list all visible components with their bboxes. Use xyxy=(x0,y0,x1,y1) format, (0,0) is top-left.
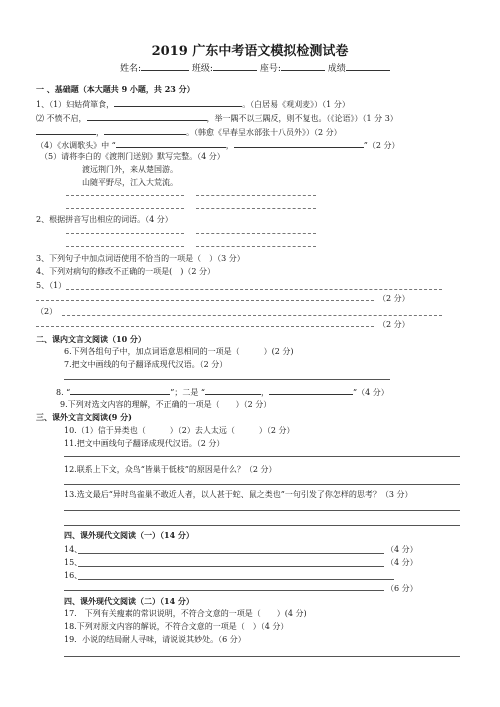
score-note: （2 分） xyxy=(378,320,410,329)
question-4: 4、下列对病句的修改不正确的一项是( )（2 分） xyxy=(36,267,215,276)
score-note: （4 分） xyxy=(386,545,418,554)
answer-line[interactable] xyxy=(64,484,460,485)
question-1-3: ， 。（韩愈《早春呈水部张十八员外》）（2 分） xyxy=(36,126,342,138)
question-1-5: （5）请将李白的《渡荆门送别》默写完整。（4 分） xyxy=(40,152,225,161)
poem-line-1: 渡远荆门外，来从楚国游。 xyxy=(82,165,178,174)
answer-blank[interactable] xyxy=(87,112,207,121)
answer-line[interactable] xyxy=(64,379,390,380)
section-heading-basics: 一 、基础题（本大题共 9 小题，共 23 分） xyxy=(36,84,195,94)
page-title: 2019 广东中考语文模拟检测试卷 xyxy=(151,44,349,59)
score-label: 成绩 xyxy=(327,64,346,74)
answer-blank[interactable] xyxy=(116,139,226,148)
question-16: 16、 xyxy=(64,571,83,580)
answer-blank[interactable] xyxy=(205,386,261,395)
section-heading-classical-extra: 三、课外文言文阅读(9 分) xyxy=(36,412,132,422)
question-1-2: ⑵ 不愤不启， ，举一隅不以三隅反，则不复也。（《论语》）（1 分 3） xyxy=(36,114,398,123)
answer-line[interactable] xyxy=(78,553,384,554)
answer-line[interactable] xyxy=(36,326,374,327)
question-3: 3、下列句子中加点词语使用不恰当的一项是（ ）（3 分） xyxy=(36,254,245,263)
question-18: 18.下列对原文内容的解说，不符合文意的一项是（ ）（4 分） xyxy=(64,622,289,631)
section-heading-classical-in-class: 二、课内文言文阅读（10 分） xyxy=(36,334,146,344)
section-heading-modern-reading-1: 四、课外现代文阅读（一）（14 分） xyxy=(64,530,194,540)
seat-field[interactable] xyxy=(281,62,325,71)
answer-blank[interactable] xyxy=(70,386,170,395)
answer-line[interactable] xyxy=(66,246,184,247)
answer-line[interactable] xyxy=(62,315,442,316)
answer-line[interactable] xyxy=(196,208,316,209)
answer-line[interactable] xyxy=(78,566,384,567)
section-heading-modern-reading-2: 四、课外现代文阅读（二）（14 分） xyxy=(64,596,194,606)
score-note: （4 分） xyxy=(386,558,418,567)
question-6: 6.下列各组句子中，加点词语意思相同的一项是（ ）(2 分) xyxy=(64,347,294,356)
answer-line[interactable] xyxy=(64,456,460,457)
answer-line[interactable] xyxy=(196,233,316,234)
name-label: 姓名: xyxy=(120,64,142,74)
answer-blank[interactable] xyxy=(114,98,242,107)
name-field[interactable] xyxy=(141,62,189,71)
question-17: 17. 下列有关瘦素的常识说明，不符合文意的一项是（ ）(4 分) xyxy=(64,609,307,618)
answer-blank[interactable] xyxy=(234,139,364,148)
answer-line[interactable] xyxy=(66,195,184,196)
answer-line[interactable] xyxy=(64,590,384,591)
answer-line[interactable] xyxy=(78,579,394,580)
answer-line[interactable] xyxy=(64,656,460,657)
question-11: 11.把文中画线句子翻译成现代汉语。（2 分） xyxy=(64,439,225,448)
seat-label: 座号: xyxy=(259,64,281,74)
answer-line[interactable] xyxy=(64,510,460,511)
question-13: 13.选文最后“异时鸟雀巢不敢近人者，以人甚于蛇、鼠之类也”一句引发了你怎样的思考？（3 分） xyxy=(64,490,413,499)
score-note: （2 分） xyxy=(378,294,410,303)
poem-line-2: 山随平野尽，江入大荒流。 xyxy=(82,178,178,187)
question-1-4: （4）《水调歌头》中 “ ， ”（2 分） xyxy=(36,141,400,150)
question-8: 8. “ ”；二是 “ ， ”（4 分） xyxy=(56,388,389,397)
answer-blank[interactable] xyxy=(36,126,96,135)
question-1-1: 1、（1）妇姑荷箪食， 。（白居易《观刈麦》）（1 分） xyxy=(36,100,350,109)
answer-blank[interactable] xyxy=(104,126,186,135)
answer-line[interactable] xyxy=(64,525,460,526)
question-9: 9.下列对选文内容的理解，不正确的一项是（ ）（2 分） xyxy=(60,400,272,409)
answer-line[interactable] xyxy=(66,208,184,209)
answer-line[interactable] xyxy=(36,300,374,301)
question-10: 10.（1）信于异类也（ ）（2）去人太远（ ）（2 分） xyxy=(64,426,295,435)
answer-line[interactable] xyxy=(196,195,316,196)
answer-blank[interactable] xyxy=(269,386,353,395)
class-field[interactable] xyxy=(213,62,257,71)
question-12: 12.联系上下文，众鸟“皆巢于低枝”的原因是什么？（2 分） xyxy=(64,465,277,474)
question-7: 7.把文中画线的句子翻译成现代汉语。（2 分） xyxy=(64,360,228,369)
question-5-2: （2） xyxy=(36,307,58,316)
question-2: 2、根据拼音写出相应的词语。（4 分） xyxy=(36,215,173,224)
student-info-line xyxy=(120,62,390,74)
class-label: 班级: xyxy=(191,64,213,74)
question-15: 15、 xyxy=(64,558,83,567)
question-14: 14、 xyxy=(64,545,83,554)
answer-line[interactable] xyxy=(196,246,316,247)
question-5-1: 5、（1） xyxy=(36,281,67,290)
question-19: 19．小说的结局耐人寻味，请说说其妙处。（6 分） xyxy=(64,635,246,644)
answer-line[interactable] xyxy=(66,233,184,234)
answer-line[interactable] xyxy=(66,289,442,290)
score-note: （6 分） xyxy=(386,584,418,593)
score-field[interactable] xyxy=(346,62,390,71)
